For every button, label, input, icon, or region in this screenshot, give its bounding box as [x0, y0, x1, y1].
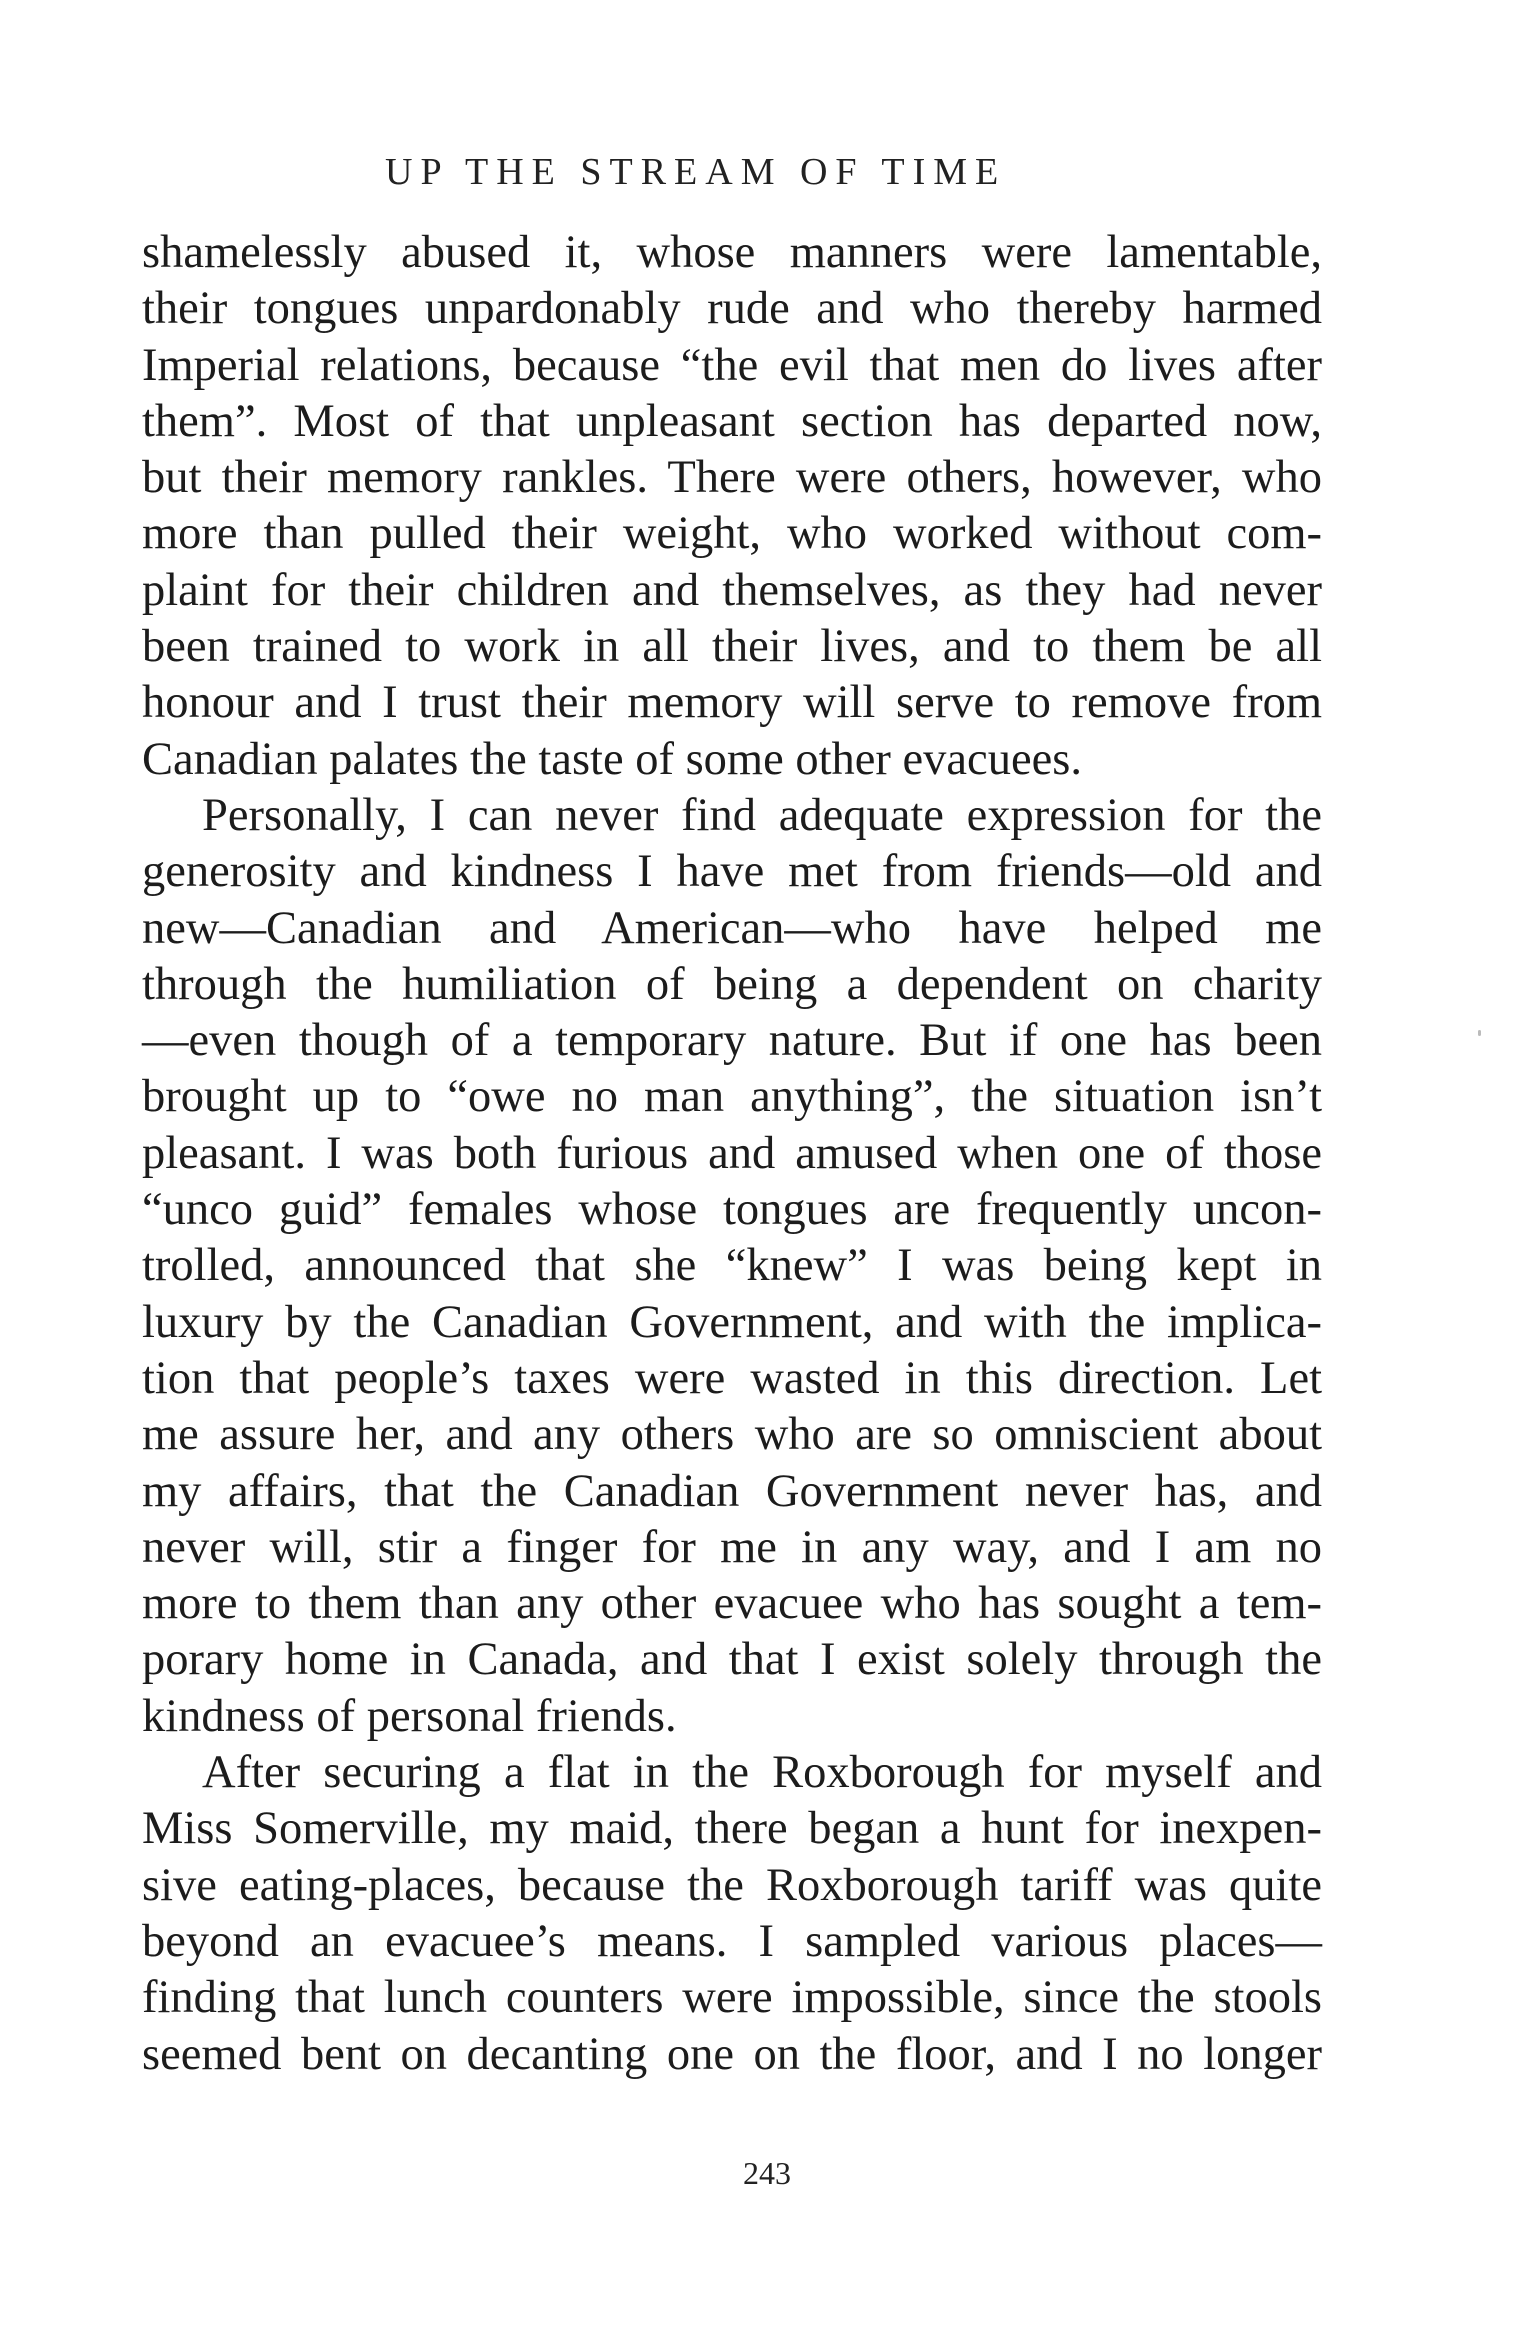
text-line: through the humiliation of being a dependent on charity [142, 958, 1322, 1010]
text-line: seemed bent on decanting one on the floor, and I no longer [142, 2028, 1322, 2080]
text-line: Personally, I can never find adequate expression for the [202, 789, 1322, 841]
text-line: finding that lunch counters were impossible, since the stools [142, 1972, 1322, 2024]
text-line: plaint for their children and themselves, as they had never [142, 564, 1322, 616]
page-number: 243 [743, 2155, 791, 2191]
running-head: UP THE STREAM OF TIME [385, 151, 1007, 193]
scan-speck [1478, 1030, 1481, 1036]
text-line: new—Canadian and American—who have helped me [142, 902, 1322, 954]
text-line: their tongues unpardonably rude and who thereby harmed [142, 283, 1322, 335]
text-line: shamelessly abused it, whose manners were lamentable, [142, 227, 1322, 278]
text-line: trolled, announced that she “knew” I was being kept in [142, 1240, 1322, 1292]
text-line: sive eating-places, because the Roxborough tariff was quite [142, 1859, 1322, 1911]
text-line: more to them than any other evacuee who has sought a tem- [142, 1578, 1322, 1630]
text-line: “unco guid” females whose tongues are frequently uncon- [142, 1184, 1322, 1236]
text-line: Miss Somerville, my maid, there began a hunt for inexpen- [142, 1803, 1322, 1855]
text-line: —even though of a temporary nature. But if one has been [142, 1015, 1322, 1067]
text-line: Imperial relations, because “the evil that men do lives after [142, 339, 1322, 391]
text-line: me assure her, and any others who are so omniscient about [142, 1409, 1322, 1461]
text-line: them”. Most of that unpleasant section has departed now, [142, 395, 1322, 447]
text-line: honour and I trust their memory will serve to remove from [142, 677, 1322, 729]
text-line: luxury by the Canadian Government, and with the implica- [142, 1296, 1322, 1348]
text-line: beyond an evacuee’s means. I sampled various places— [142, 1915, 1322, 1967]
text-line: pleasant. I was both furious and amused when one of those [142, 1127, 1322, 1179]
text-line: kindness of personal friends. [142, 1690, 677, 1742]
text-line: but their memory rankles. There were others, however, who [142, 452, 1322, 504]
body-text [142, 225, 1322, 2083]
text-line: more than pulled their weight, who worked without com- [142, 508, 1322, 560]
text-line: porary home in Canada, and that I exist solely through the [142, 1634, 1322, 1686]
text-line: brought up to “owe no man anything”, the situation isn’t [142, 1071, 1322, 1123]
text-line: After securing a flat in the Roxborough for myself and [202, 1747, 1322, 1799]
text-line: my affairs, that the Canadian Government never has, and [142, 1465, 1322, 1517]
text-line: tion that people’s taxes were wasted in this direction. Let [142, 1352, 1322, 1404]
text-line: generosity and kindness I have met from friends—old and [142, 846, 1322, 898]
text-line: been trained to work in all their lives, and to them be all [142, 621, 1322, 673]
text-line: Canadian palates the taste of some other evacuees. [142, 733, 1082, 785]
text-line: never will, stir a finger for me in any way, and I am no [142, 1521, 1322, 1573]
